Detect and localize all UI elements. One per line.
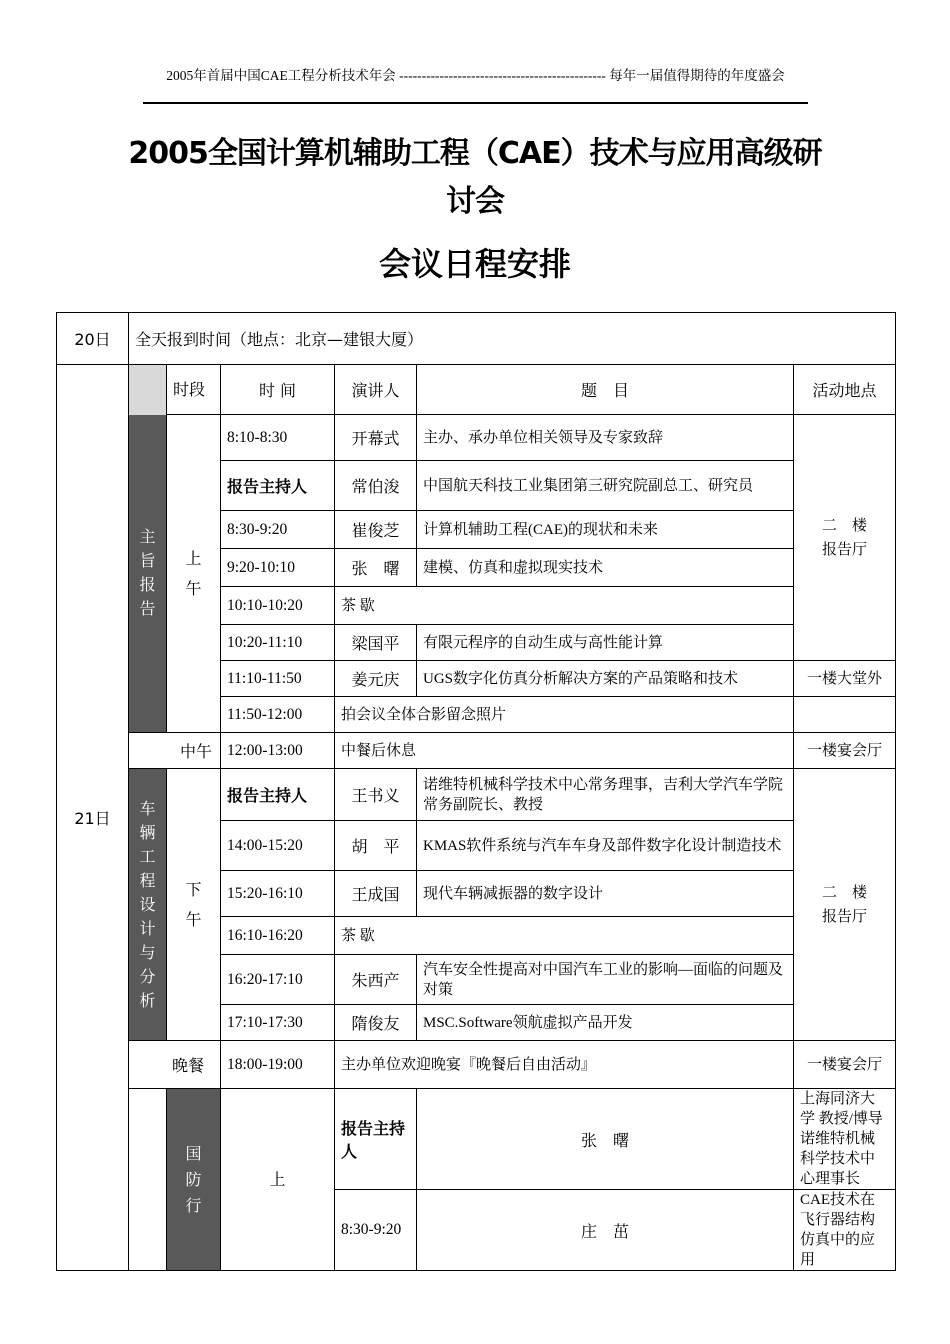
time-cell: 9:20-10:10 (221, 549, 335, 587)
time-cell: 10:10-10:20 (221, 587, 335, 625)
speaker-cell: 王书义 (335, 769, 417, 821)
topic-cell: 上海同济大学 教授/博导 诺维特机械科学技术中心理事长 (794, 1089, 896, 1190)
period-label: 中午 (129, 733, 221, 769)
table-row (57, 733, 896, 769)
period-label: 晚餐 (129, 1041, 221, 1089)
speaker-cell: 姜元庆 (335, 661, 417, 697)
column-header-location: 活动地点 (794, 365, 896, 415)
speaker-cell: 崔俊芝 (335, 511, 417, 549)
time-cell: 15:20-16:10 (221, 871, 335, 917)
topic-cell: 茶 歇 (335, 587, 794, 625)
time-cell: 12:00-13:00 (221, 733, 335, 769)
time-cell: 报告主持人 (221, 461, 335, 511)
day-label: 20日 (57, 313, 129, 365)
time-cell: 11:10-11:50 (221, 661, 335, 697)
document-subtitle: 会议日程安排 (378, 245, 571, 283)
table-row (57, 313, 896, 365)
day-label: 21日 (57, 365, 129, 1271)
topic-cell: 中国航天科技工业集团第三研究院副总工、研究员 (417, 461, 794, 511)
topic-cell: 建模、仿真和虚拟现实技术 (417, 549, 794, 587)
document-title: 2005全国计算机辅助工程（CAE）技术与应用高级研讨会 (128, 136, 822, 219)
day-label (129, 1089, 167, 1271)
location-cell: 一楼宴会厅 (794, 733, 896, 769)
table-row (57, 415, 896, 461)
column-header-period: 时段 (167, 365, 221, 415)
location-cell: 二 楼 报告厅 (794, 415, 896, 661)
speaker-cell: 常伯浚 (335, 461, 417, 511)
time-cell: 16:10-16:20 (221, 917, 335, 955)
schedule-table (56, 312, 896, 1271)
topic-cell: 汽车安全性提高对中国汽车工业的影响—面临的问题及对策 (417, 955, 794, 1005)
speaker-cell: 朱西产 (335, 955, 417, 1005)
time-cell: 8:10-8:30 (221, 415, 335, 461)
time-cell: 18:00-19:00 (221, 1041, 335, 1089)
topic-cell: UGS数字化仿真分析解决方案的产品策略和技术 (417, 661, 794, 697)
topic-cell: 拍会议全体合影留念照片 (335, 697, 794, 733)
topic-cell: 诺维特机械科学技术中心常务理事，吉利大学汽车学院常务副院长、教授 (417, 769, 794, 821)
section-label: 国防行 (167, 1089, 221, 1271)
period-label: 上午 (167, 415, 221, 733)
column-header-speaker: 演讲人 (335, 365, 417, 415)
topic-cell: 现代车辆减振器的数字设计 (417, 871, 794, 917)
table-row (57, 769, 896, 821)
header-rule (143, 102, 808, 104)
time-cell: 10:20-11:10 (221, 625, 335, 661)
page-header: 2005年首届中国CAE工程分析技术年会 ---------------------------------------------- 每年一届值得期待的年度盛会 (166, 68, 785, 83)
topic-cell: 计算机辅助工程(CAE)的现状和未来 (417, 511, 794, 549)
table-row (57, 1041, 896, 1089)
time-cell: 8:30-9:20 (221, 511, 335, 549)
table-row (57, 1089, 896, 1190)
time-cell: 报告主持人 (335, 1089, 417, 1190)
topic-cell: 有限元程序的自动生成与高性能计算 (417, 625, 794, 661)
topic-cell: CAE技术在飞行器结构仿真中的应用 (794, 1190, 896, 1271)
table-header-row (57, 365, 896, 415)
time-cell: 16:20-17:10 (221, 955, 335, 1005)
section-label: 车辆工程设计与分析 (129, 769, 167, 1041)
location-cell: 一楼宴会厅 (794, 1041, 896, 1089)
location-cell: 二 楼 报告厅 (794, 769, 896, 1041)
topic-cell: KMAS软件系统与汽车车身及部件数字化设计制造技术 (417, 821, 794, 871)
topic-cell: 主办单位欢迎晚宴『晚餐后自由活动』 (335, 1041, 794, 1089)
topic-cell: 茶 歇 (335, 917, 794, 955)
section-spacer (129, 365, 167, 415)
period-label: 上 (221, 1089, 335, 1271)
column-header-topic: 题 目 (417, 365, 794, 415)
speaker-cell: 王成国 (335, 871, 417, 917)
time-cell: 14:00-15:20 (221, 821, 335, 871)
topic-cell: MSC.Software领航虚拟产品开发 (417, 1005, 794, 1041)
time-cell: 报告主持人 (221, 769, 335, 821)
time-cell: 17:10-17:30 (221, 1005, 335, 1041)
topic-cell: 主办、承办单位相关领导及专家致辞 (417, 415, 794, 461)
speaker-cell: 胡 平 (335, 821, 417, 871)
speaker-cell: 梁国平 (335, 625, 417, 661)
topic-cell: 中餐后休息 (335, 733, 794, 769)
speaker-cell: 开幕式 (335, 415, 417, 461)
section-label: 主旨报告 (129, 415, 167, 733)
registration-text: 全天报到时间（地点：北京—建银大厦） (129, 313, 896, 365)
time-cell: 8:30-9:20 (335, 1190, 417, 1271)
period-label: 下午 (167, 769, 221, 1041)
speaker-cell: 张 曙 (417, 1089, 794, 1190)
speaker-cell: 隋俊友 (335, 1005, 417, 1041)
time-cell: 11:50-12:00 (221, 697, 335, 733)
speaker-cell: 张 曙 (335, 549, 417, 587)
column-header-time: 时 间 (221, 365, 335, 415)
speaker-cell: 庄 茁 (417, 1190, 794, 1271)
location-cell (794, 697, 896, 733)
location-cell: 一楼大堂外 (794, 661, 896, 697)
